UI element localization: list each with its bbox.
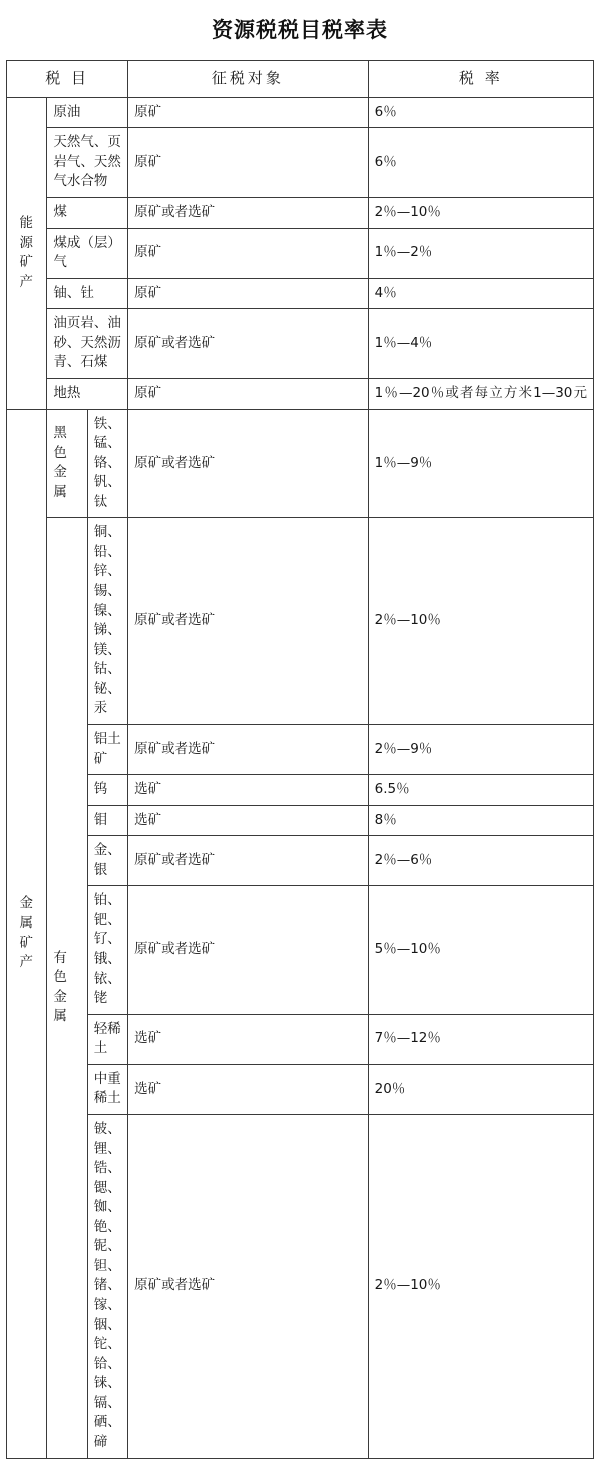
page-title: 资源税税目税率表	[212, 17, 388, 42]
subcategory-ferrous: 黑色金属	[47, 409, 87, 518]
table-row	[7, 128, 594, 198]
group-label-metal-line1: 金属	[19, 895, 34, 931]
item-name: 铜、铅、锌、锡、镍、锑、镁、钴、铋、汞	[87, 518, 127, 725]
item-rate: 2％—10％	[368, 198, 593, 229]
item-rate: 5％—10％	[368, 886, 593, 1014]
item-object: 原矿或者选矿	[128, 409, 368, 518]
group-label-energy-line2: 矿产	[19, 254, 34, 290]
table-row	[7, 518, 594, 725]
table-header	[7, 61, 594, 98]
item-object: 选矿	[128, 1064, 368, 1114]
item-object: 原矿或者选矿	[128, 886, 368, 1014]
item-rate: 6％	[368, 97, 593, 128]
item-name: 轻稀土	[87, 1014, 127, 1064]
item-object: 原矿或者选矿	[128, 198, 368, 229]
item-rate: 1％—4％	[368, 309, 593, 379]
table-row	[7, 724, 594, 774]
item-rate: 6.5％	[368, 775, 593, 806]
group-label-energy-line1: 能源	[19, 215, 34, 251]
group-label-metal-line2: 矿产	[19, 934, 34, 971]
item-rate: 2％—9％	[368, 724, 593, 774]
table-row	[7, 775, 594, 806]
subcategory-nonferrous: 有色金属	[47, 518, 87, 1458]
item-rate: 6％	[368, 128, 593, 198]
header-tax-rate: 税 率	[368, 61, 593, 98]
item-rate: 1％—20％或者每立方米1—30元	[368, 378, 593, 409]
item-rate: 1％—9％	[368, 409, 593, 518]
item-object: 原矿或者选矿	[128, 836, 368, 886]
item-name: 原油	[47, 97, 128, 128]
item-name: 煤成（层）气	[47, 228, 128, 278]
item-object: 选矿	[128, 1014, 368, 1064]
item-name: 铂、钯、钌、锇、铱、铑	[87, 886, 127, 1014]
table-row	[7, 378, 594, 409]
table-header-row	[7, 61, 594, 98]
table-row	[7, 1014, 594, 1064]
item-object: 选矿	[128, 775, 368, 806]
item-name: 中重稀土	[87, 1064, 127, 1114]
table-row	[7, 309, 594, 379]
item-name: 地热	[47, 378, 128, 409]
table-row	[7, 198, 594, 229]
item-object: 原矿	[128, 128, 368, 198]
item-rate: 2％—10％	[368, 1114, 593, 1458]
table-body	[7, 97, 594, 1458]
item-name: 天然气、页岩气、天然气水合物	[47, 128, 128, 198]
table-row	[7, 409, 594, 518]
table-row	[7, 836, 594, 886]
item-object: 原矿	[128, 228, 368, 278]
item-object: 原矿	[128, 378, 368, 409]
table-row	[7, 1064, 594, 1114]
item-name: 铝土矿	[87, 724, 127, 774]
header-tax-object: 征税对象	[128, 61, 368, 98]
table-row	[7, 228, 594, 278]
item-rate: 20％	[368, 1064, 593, 1114]
group-label-metal	[7, 409, 47, 1458]
item-name: 钼	[87, 805, 127, 836]
item-object: 原矿或者选矿	[128, 724, 368, 774]
item-rate: 4％	[368, 278, 593, 309]
item-object: 原矿或者选矿	[128, 1114, 368, 1458]
item-object: 原矿	[128, 97, 368, 128]
table-row	[7, 278, 594, 309]
item-rate: 8％	[368, 805, 593, 836]
item-name: 油页岩、油砂、天然沥青、石煤	[47, 309, 128, 379]
table-row	[7, 886, 594, 1014]
item-rate: 1％—2％	[368, 228, 593, 278]
item-object: 原矿	[128, 278, 368, 309]
item-name: 铀、钍	[47, 278, 128, 309]
item-name: 金、银	[87, 836, 127, 886]
header-tax-item: 税 目	[7, 61, 128, 98]
item-rate: 2％—6％	[368, 836, 593, 886]
table-row	[7, 97, 594, 128]
table-row	[7, 805, 594, 836]
document-page	[0, 14, 600, 1450]
table-row	[7, 1114, 594, 1458]
item-object: 选矿	[128, 805, 368, 836]
item-name: 钨	[87, 775, 127, 806]
item-rate: 2％—10％	[368, 518, 593, 725]
group-label-energy	[7, 97, 47, 409]
tax-rate-table	[6, 60, 594, 1459]
item-object: 原矿或者选矿	[128, 518, 368, 725]
item-object: 原矿或者选矿	[128, 309, 368, 379]
item-rate: 7％—12％	[368, 1014, 593, 1064]
item-name: 铍、锂、锆、锶、铷、铯、铌、钽、锗、镓、铟、铊、铪、铼、镉、硒、碲	[87, 1114, 127, 1458]
item-name: 铁、锰、铬、钒、钛	[87, 409, 127, 518]
item-name: 煤	[47, 198, 128, 229]
